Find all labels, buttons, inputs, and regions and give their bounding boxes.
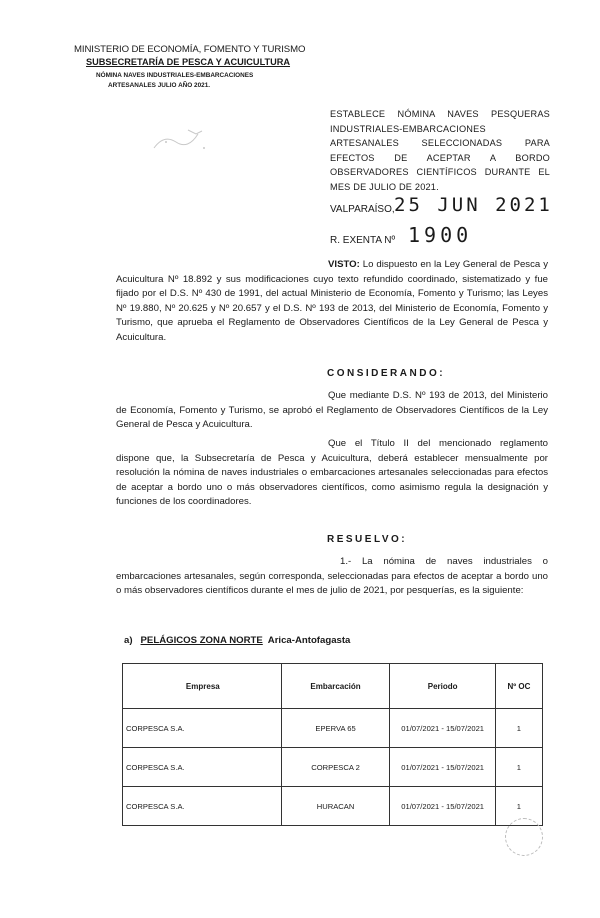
col-header-empresa: Empresa [123, 664, 282, 709]
cell-periodo: 01/07/2021 - 15/07/2021 [390, 748, 495, 787]
faded-stamp-mark [148, 118, 226, 162]
visto-paragraph [116, 258, 548, 346]
considerando-paragraph-2: Que el Título II del mencionado reglamento dispone que, la Subsecretaría de Pesca y Acuicultura, deberá establecer mensualmente por resolución la nómina de naves industriales o embarcaciones artesanales seleccionadas para efectos de aceptar a bordo uno o más observadores científicos, como asimismo regula la designación y funciones de los coordinadores. [116, 438, 548, 508]
col-header-periodo: Periodo [390, 664, 495, 709]
resuelvo-heading: RESUELVO: [327, 534, 408, 545]
cell-periodo: 01/07/2021 - 15/07/2021 [390, 709, 495, 748]
col-header-oc: Nº OC [495, 664, 542, 709]
cell-periodo: 01/07/2021 - 15/07/2021 [390, 787, 495, 826]
page-stamp-mark [505, 818, 543, 856]
table-header-row [123, 664, 543, 709]
visto-text: Lo dispuesto en la Ley General de Pesca y Acuicultura Nº 18.892 y sus modificaciones cuyo texto refundido coordinado, sistematizado y fue fijado por el D.S. Nº 430 de 1991, del actual Ministerio de Economía, Fomento y Turismo; las Leyes Nº 19.880, Nº 20.625 y Nº 20.657 y el D.S. Nº 193 de 2013, del Ministerio de Economía, Fomento y Turismo, que aprueba el Reglamento de Observadores Científicos de la Ley General de Pesca y Acuicultura. [116, 259, 548, 343]
cell-oc: 1 [495, 748, 542, 787]
cell-oc: 1 [495, 787, 542, 826]
resolution-number: 1900 [408, 223, 473, 247]
section-a-region: Arica-Antofagasta [267, 635, 351, 646]
cell-empresa: CORPESCA S.A. [123, 709, 282, 748]
ships-table [122, 663, 543, 826]
table-row [123, 787, 543, 826]
cell-embarcacion: HURACAN [281, 787, 390, 826]
ministry-name: MINISTERIO DE ECONOMÍA, FOMENTO Y TURISMO [74, 44, 306, 55]
place-label: VALPARAÍSO, [330, 204, 395, 215]
section-a-letter: a) [124, 635, 133, 646]
considerando-paragraph-1: Que mediante D.S. Nº 193 de 2013, del Ministerio de Economía, Fomento y Turismo, se aprobó el Reglamento de Observadores Científicos de la Ley General de Pesca y Acuicultura. [116, 390, 548, 431]
resolution-title: ESTABLECE NÓMINA NAVES PESQUERAS INDUSTRIALES-EMBARCACIONES ARTESANALES SELECCIONADAS PARA EFECTOS DE ACEPTAR A BORDO OBSERVADORES CIENTÍFICOS DURANTE EL MES DE JULIO DE 2021. [330, 109, 550, 192]
subsecretaria-name: SUBSECRETARÍA DE PESCA Y ACUICULTURA [86, 57, 291, 67]
resolution-date: 25 JUN 2021 [394, 194, 553, 216]
visto-label: VISTO: [328, 259, 360, 270]
cell-oc: 1 [495, 709, 542, 748]
header-subject-line-1: NÓMINA NAVES INDUSTRIALES-EMBARCACIONES [96, 72, 254, 79]
table-row [123, 748, 543, 787]
cell-empresa: CORPESCA S.A. [123, 787, 282, 826]
section-a-name: PELÁGICOS ZONA NORTE [140, 635, 263, 646]
table-row [123, 709, 543, 748]
exenta-label: R. EXENTA Nº [330, 235, 396, 246]
cell-embarcacion: EPERVA 65 [281, 709, 390, 748]
section-a-heading [124, 635, 350, 646]
considerando-heading: CONSIDERANDO: [327, 368, 446, 379]
header-subject-line-2: ARTESANALES JULIO AÑO 2021. [108, 82, 211, 89]
cell-empresa: CORPESCA S.A. [123, 748, 282, 787]
col-header-embarcacion: Embarcación [281, 664, 390, 709]
resuelvo-paragraph-1: 1.- La nómina de naves industriales o embarcaciones artesanales, según corresponda, seleccionadas para efectos de aceptar a bordo uno o más observadores científicos durante el mes de julio de 2021, por pesquerías, es la siguiente: [116, 556, 548, 597]
cell-embarcacion: CORPESCA 2 [281, 748, 390, 787]
